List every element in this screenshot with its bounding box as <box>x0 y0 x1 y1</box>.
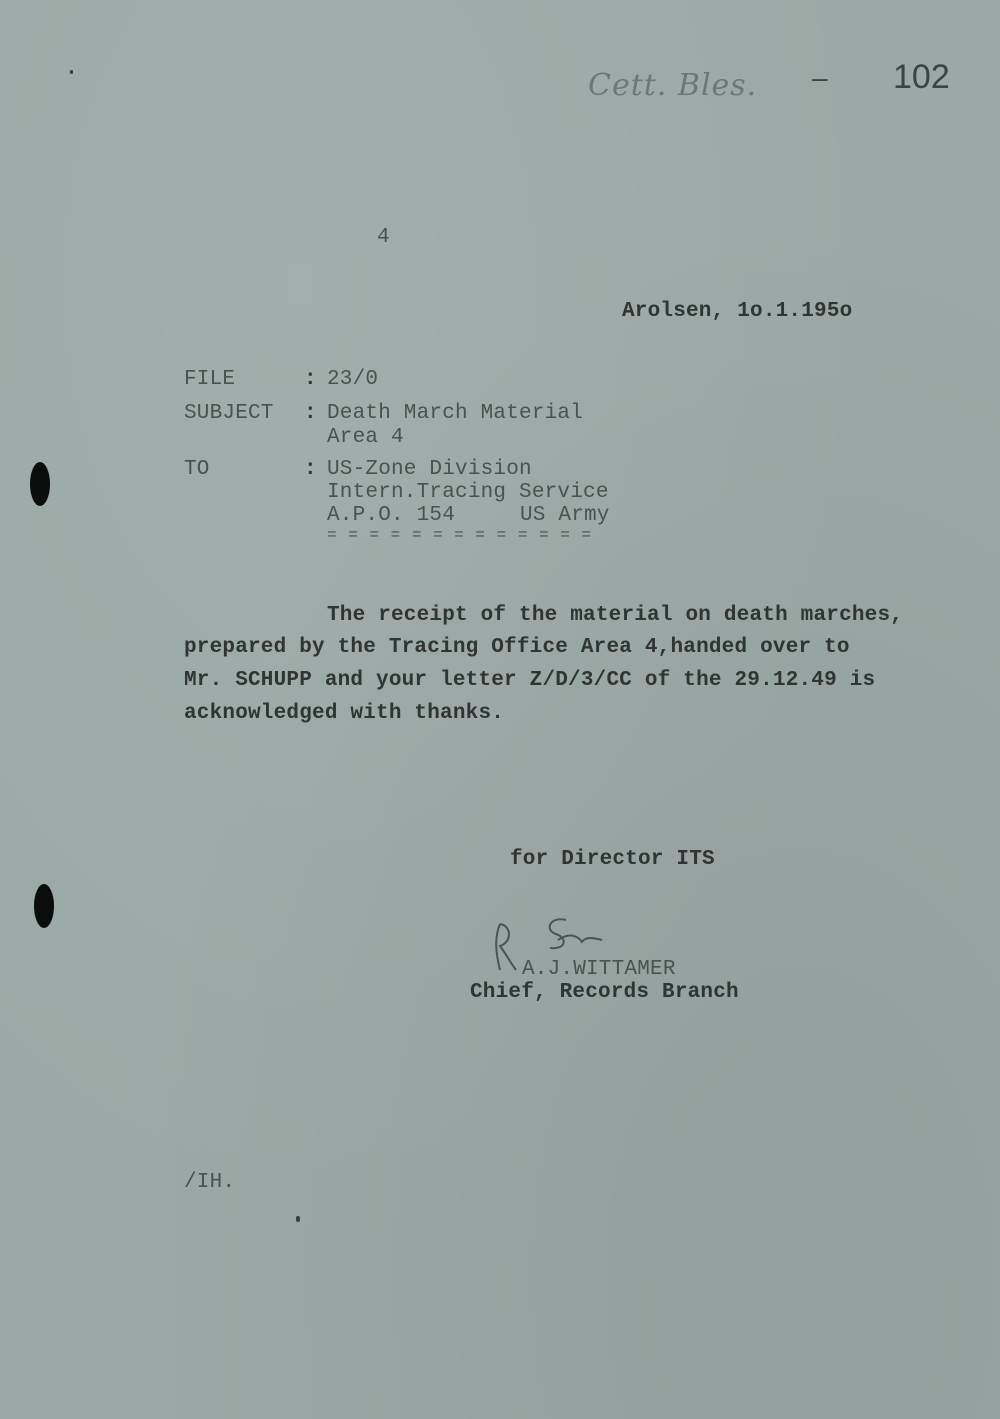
subject-line-2: Area 4 <box>327 426 404 449</box>
for-director: for Director ITS <box>510 848 715 871</box>
place-date: Arolsen, 1o.1.195o <box>622 300 853 323</box>
reference-initials: /IH. <box>184 1171 236 1194</box>
to-line-3-left: A.P.O. 154 <box>327 504 456 527</box>
punch-hole-bottom <box>34 884 54 928</box>
signatory-name: A.J.WITTAMER <box>522 958 676 981</box>
address-underline: = = = = = = = = = = = = = <box>327 526 593 544</box>
punch-hole-top <box>30 462 50 506</box>
handwritten-note: Cett. Bles. <box>588 68 758 103</box>
to-line-1: US-Zone Division <box>327 458 532 481</box>
file-value: 23/0 <box>327 368 379 391</box>
top-mark: 4 <box>377 226 390 249</box>
body-line-1: The receipt of the material on death marches, <box>327 604 904 627</box>
subject-line-1: Death March Material <box>327 402 584 425</box>
speck <box>70 70 73 74</box>
to-label: TO <box>184 458 210 481</box>
page-number: 102 <box>893 58 950 96</box>
to-line-2: Intern.Tracing Service <box>327 481 609 504</box>
body-line-3: Mr. SCHUPP and your letter Z/D/3/CC of the 29.12.49 is <box>184 669 876 692</box>
file-label: FILE <box>184 368 236 391</box>
to-separator: : <box>304 458 317 481</box>
subject-separator: : <box>304 402 317 425</box>
file-separator: : <box>304 368 317 391</box>
body-line-2: prepared by the Tracing Office Area 4,handed over to <box>184 636 850 659</box>
to-line-3-right: US Army <box>520 504 610 527</box>
subject-label: SUBJECT <box>184 402 274 425</box>
signatory-title: Chief, Records Branch <box>470 981 739 1004</box>
body-line-4: acknowledged with thanks. <box>184 702 505 725</box>
header-dash: – <box>812 62 828 93</box>
speck <box>296 1216 300 1222</box>
